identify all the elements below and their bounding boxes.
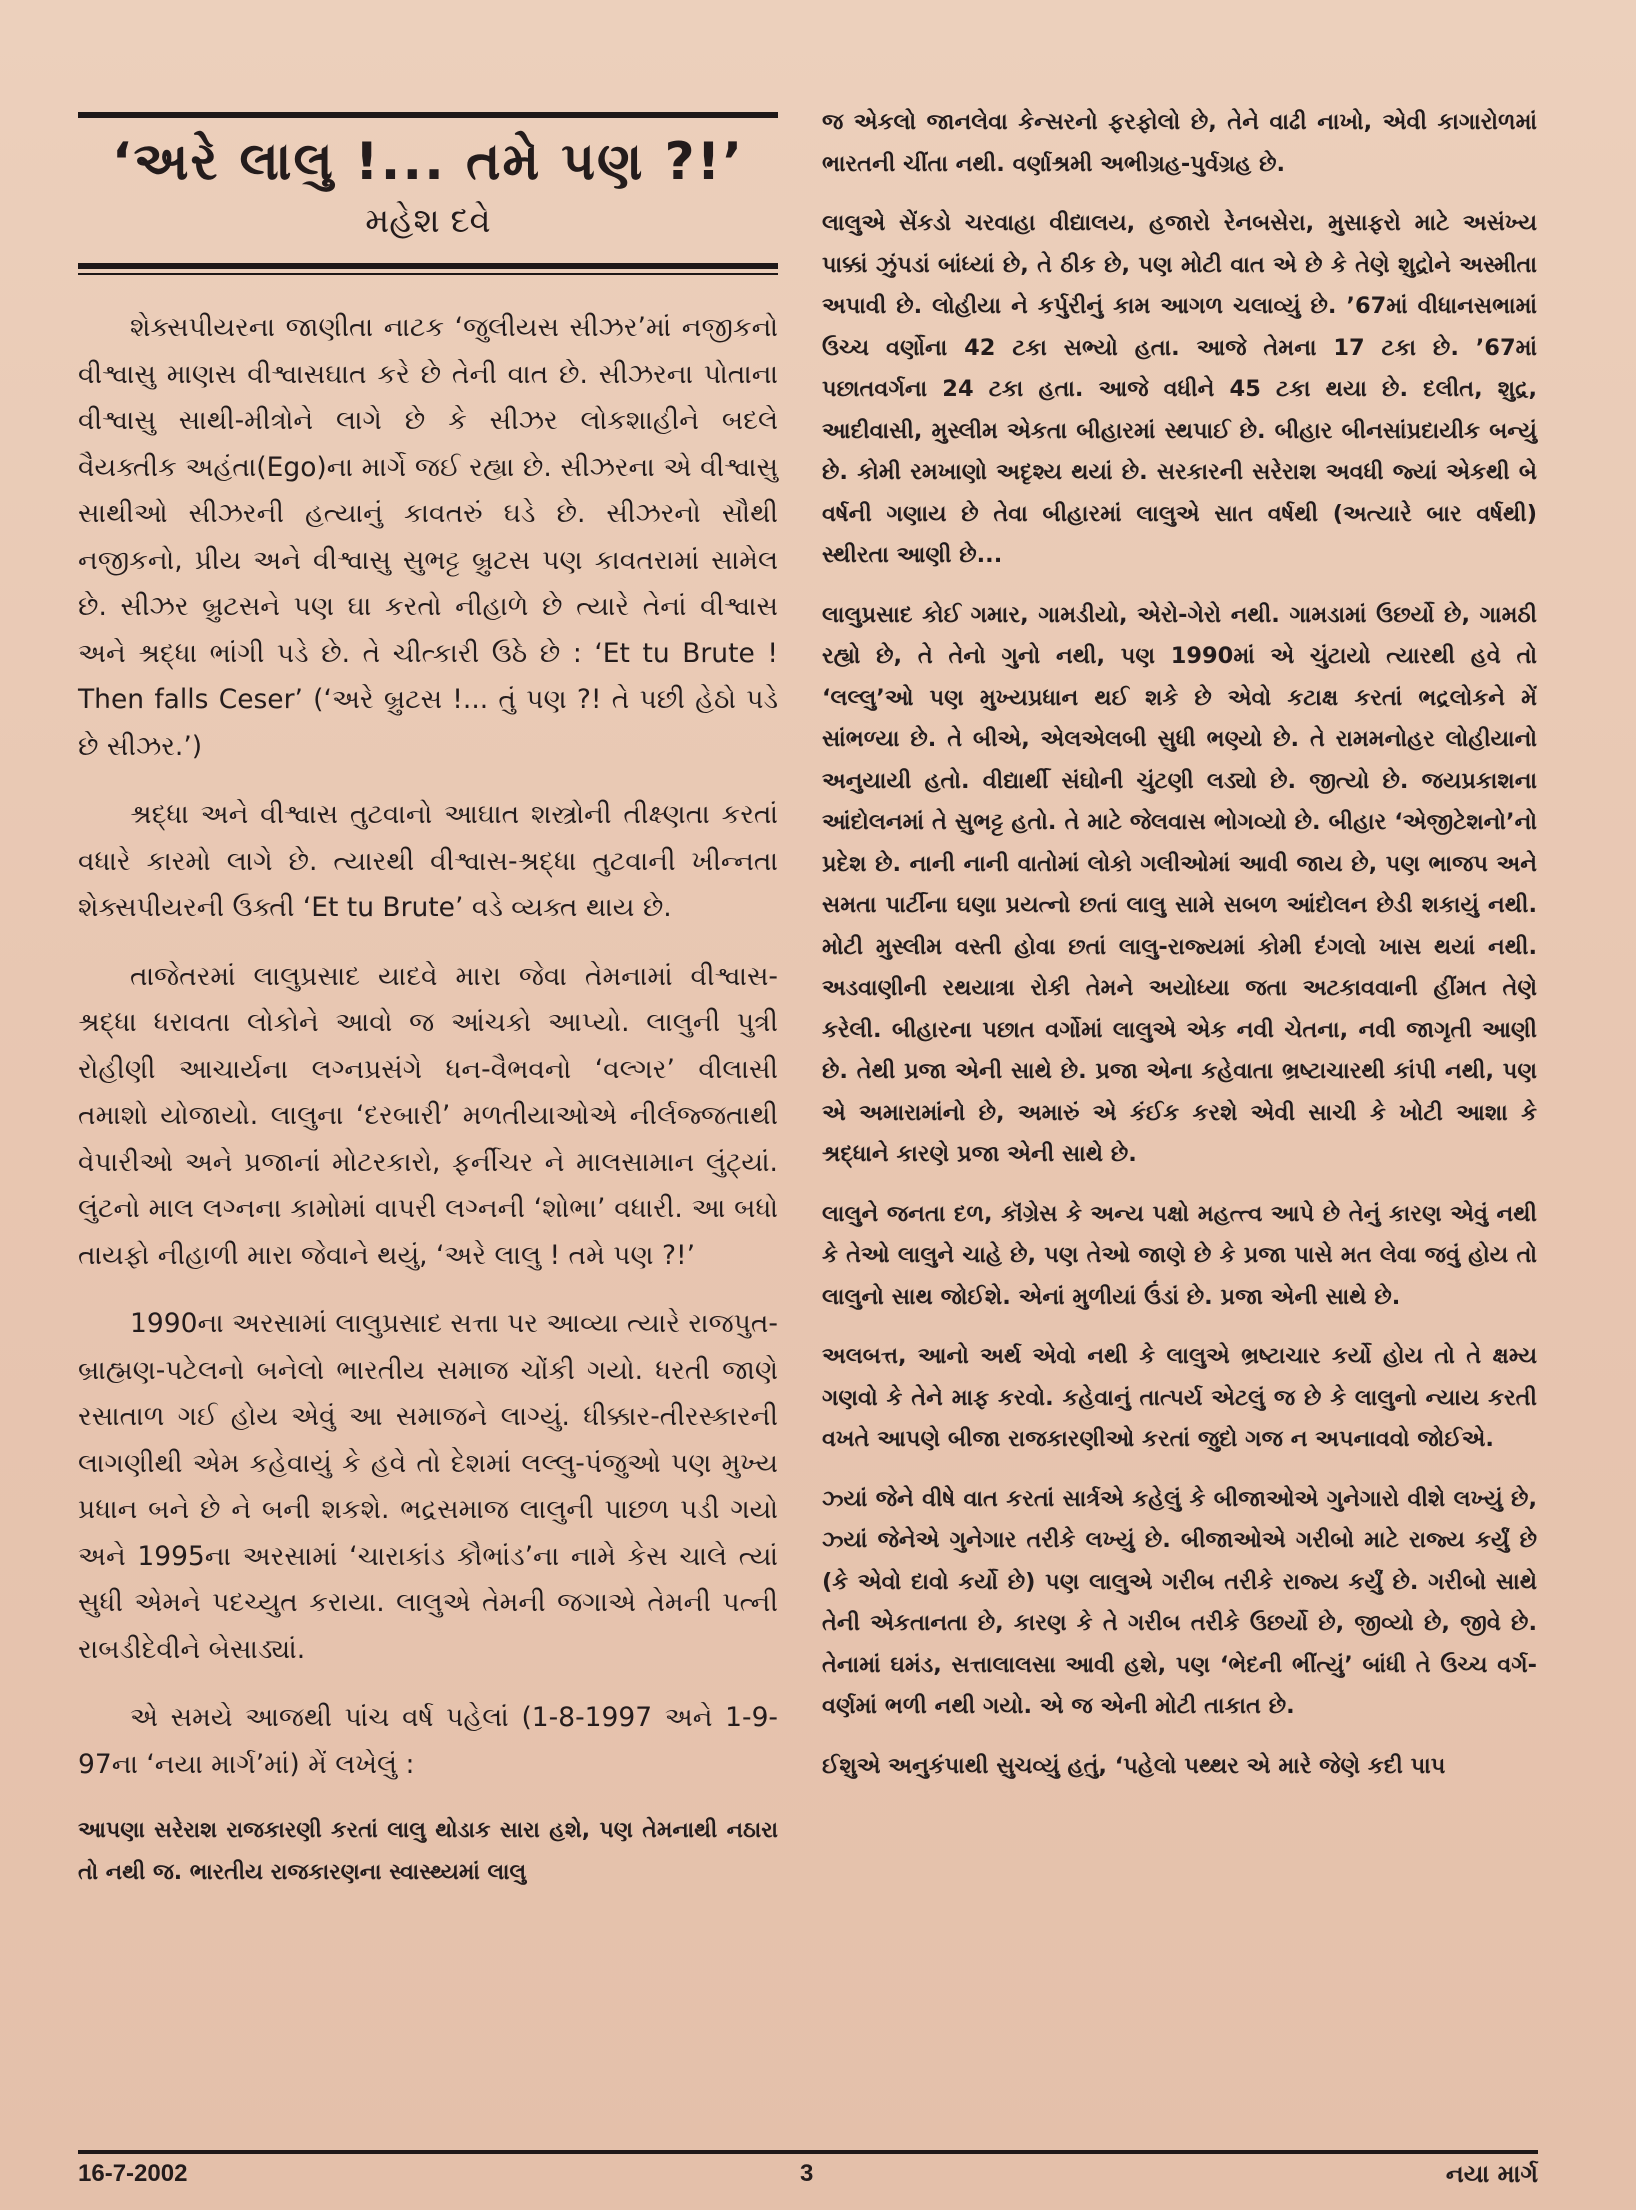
- title-bottom-rule-thin: [78, 273, 778, 275]
- page-number: 3: [800, 2160, 814, 2187]
- title-top-rule: [78, 112, 778, 118]
- left-paragraph: શ્રદ્ધા અને વીશ્વાસ તુટવાનો આઘાત શસ્ત્રોની તીક્ષ્ણતા કરતાં વધારે કારમો લાગે છે. ત્યારથી વીશ્વાસ-શ્રદ્ધા તુટવાની ખીન્નતા શેક્સપીયરની ઉક્તી ‘Et tu Brute’ વડે વ્યક્ત થાય છે.: [78, 799, 778, 924]
- right-paragraph: ઝ્યાં જેને વીષે વાત કરતાં સાર્ત્રએ કહેલું કે બીજાઓએ ગુનેગારો વીશે લખ્યું છે, ઝ્યાં જેનેએ ગુનેગાર તરીકે લખ્યું છે. બીજાઓએ ગરીબો માટે રાજ્ય કર્યું છે (કે એવો દાવો કર્યો છે) પણ લાલુએ ગરીબ તરીકે રાજ્ય કર્યું છે. ગરીબો સાથે તેની એકતાનતા છે, કારણ કે તે ગરીબ તરીકે ઉછર્યો છે, જીવ્યો છે, જીવે છે. તેનામાં ઘમંડ, સત્તાલાલસા આવી હશે, પણ ‘ભેદની ભીંત્યું’ બાંધી તે ઉચ્ચ વર્ગ-વર્ણમાં ભળી નથી ગયો. એ જ એની મોટી તાકાત છે.: [822, 1485, 1537, 1719]
- article-title: ‘અરે લાલુ !... તમે પણ ?!’: [111, 132, 745, 192]
- left-paragraph: 1990ના અરસામાં લાલુપ્રસાદ સત્તા પર આવ્યા ત્યારે રાજપુત-બ્રાહ્મણ-પટેલનો બનેલો ભારતીય સમાજ ચોંકી ગયો. ધરતી જાણે રસાતાળ ગઈ હોય એવું આ સમાજને લાગ્યું. ધીક્કાર-તીરસ્કારની લાગણીથી એમ કહેવાયું કે હવે તો દેશમાં લલ્લુ-પંજુઓ પણ મુખ્ય પ્રધાન બને છે ને બની શકશે. ભદ્રસમાજ લાલુની પાછળ પડી ગયો અને 1995ના અરસામાં ‘ચારાકાંડ કૌભાંડ’ના નામે કેસ ચાલે ત્યાં સુધી એમને પદચ્યુત કરાયા. લાલુએ તેમની જગાએ તેમની પત્ની રાબડીદેવીને બેસાડ્યાં.: [78, 1308, 778, 1665]
- quoted-excerpt: આપણા સરેરાશ રાજકારણી કરતાં લાલુ થોડાક સારા હશે, પણ તેમનાથી નઠારા તો નથી જ. ભારતીય રાજકારણના સ્વાસ્થ્યમાં લાલુ: [78, 1818, 778, 1886]
- left-paragraph: તાજેતરમાં લાલુપ્રસાદ યાદવે મારા જેવા તેમનામાં વીશ્વાસ-શ્રદ્ધા ધરાવતા લોકોને આવો જ આંચકો આપ્યો. લાલુની પુત્રી રોહીણી આચાર્યના લગ્નપ્રસંગે ધન-વૈભવનો ‘વલ્ગર’ વીલાસી તમાશો યોજાયો. લાલુના ‘દરબારી’ મળતીયાઓએ નીર્લજ્જતાથી વેપારીઓ અને પ્રજાનાં મોટરકારો, ફર્નીચર ને માલસામાન લુંટ્યાં. લુંટનો માલ લગ્નના કામોમાં વાપરી લગ્નની ‘શોભા’ વધારી. આ બધો તાયફો નીહાળી મારા જેવાને થયું, ‘અરે લાલુ ! તમે પણ ?!’: [78, 960, 778, 1271]
- right-paragraph: લાલુએ સેંકડો ચરવાહા વીદ્યાલય, હજારો રેનબસેરા, મુસાફરો માટે અસંખ્ય પાક્કાં ઝુંપડાં બાંધ્યાં છે, તે ઠીક છે, પણ મોટી વાત એ છે કે તેણે શુદ્રોને અસ્મીતા અપાવી છે. લોહીયા ને કર્પુરીનું કામ આગળ ચલાવ્યું છે. ’67માં વીધાનસભામાં ઉચ્ચ વર્ણોના 42 ટકા સભ્યો હતા. આજે તેમના 17 ટકા છે. ’67માં પછાતવર્ગના 24 ટકા હતા. આજે વધીને 45 ટકા થયા છે. દલીત, શુદ્ર, આદીવાસી, મુસ્લીમ એકતા બીહારમાં સ્થપાઈ છે. બીહાર બીનસાંપ્રદાયીક બન્યું છે. કોમી રમખાણો અદૃશ્ય થયાં છે. સરકારની સરેરાશ અવધી જ્યાં એકથી બે વર્ષની ગણાય છે તેવા બીહારમાં લાલુએ સાત વર્ષથી (અત્યારે બાર વર્ષથી) સ્થીરતા આણી છે...: [822, 210, 1537, 568]
- right-paragraph: લાલુને જનતા દળ, કૉંગ્રેસ કે અન્ય પક્ષો મહત્ત્વ આપે છે તેનું કારણ એવું નથી કે તેઓ લાલુને ચાહે છે, પણ તેઓ જાણે છે કે પ્રજા પાસે મત લેવા જવું હોય તો લાલુનો સાથ જોઈશે. એનાં મુળીયાં ઉંડાં છે. પ્રજા એની સાથે છે.: [822, 1200, 1537, 1310]
- left-paragraph: એ સમયે આજથી પાંચ વર્ષ પહેલાં (1-8-1997 અને 1-9-97ના ‘નયા માર્ગ’માં) મેં લખેલું :: [78, 1702, 778, 1780]
- right-column: [822, 109, 1537, 1805]
- right-paragraph: ઈશુએ અનુકંપાથી સુચવ્યું હતું, ‘પહેલો પથ્થર એ મારે જેણે કદી પાપ: [822, 1752, 1446, 1779]
- publication-name: નયા માર્ગ: [1445, 2160, 1538, 2188]
- title-bottom-rules: [78, 263, 778, 275]
- right-paragraph: અલબત્ત, આનો અર્થ એવો નથી કે લાલુએ ભ્રષ્ટાચાર કર્યો હોય તો તે ક્ષમ્ય ગણવો કે તેને માફ કરવો. કહેવાનું તાત્પર્ય એટલું જ છે કે લાલુનો ન્યાય કરતી વખતે આપણે બીજા રાજકારણીઓ કરતાં જુદો ગજ ન અપનાવવો જોઈએ.: [822, 1343, 1537, 1452]
- right-paragraph: જ એકલો જાનલેવા કેન્સરનો ફરફોલો છે, તેને વાઢી નાખો, એવી કાગારોળમાં ભારતની ચીંતા નથી. વર્ણાશ્રમી અભીગ્રહ-પુર્વગ્રહ છે.: [822, 109, 1537, 177]
- title-bottom-rule-thick: [78, 263, 778, 269]
- footer-date: 16-7-2002: [78, 2160, 188, 2187]
- left-column: [78, 112, 778, 1894]
- left-paragraph: શેક્સપીયરના જાણીતા નાટક ‘જુલીયસ સીઝર’માં નજીકનો વીશ્વાસુ માણસ વીશ્વાસઘાત કરે છે તેની વાત છે. સીઝરના પોતાના વીશ્વાસુ સાથી-મીત્રોને લાગે છે કે સીઝર લોકશાહીને બદલે વૈયક્તીક અહંતા(Ego)ના માર્ગે જઈ રહ્યા છે. સીઝરના એ વીશ્વાસુ સાથીઓ સીઝરની હત્યાનું કાવતરું ઘડે છે. સીઝરનો સૌથી નજીકનો, પ્રીય અને વીશ્વાસુ સુભટ્ટ બ્રુટસ પણ કાવતરામાં સામેલ છે. સીઝર બ્રુટસને પણ ઘા કરતો નીહાળે છે ત્યારે તેનાં વીશ્વાસ અને શ્રદ્ધા ભાંગી પડે છે. તે ચીત્કારી ઉઠે છે : ‘Et tu Brute ! Then falls Ceser’ (‘અરે બ્રુટસ !... તું પણ ?! તે પછી હેઠો પડે છે સીઝર.’): [78, 312, 778, 762]
- right-paragraph: લાલુપ્રસાદ કોઈ ગમાર, ગામડીયો, એરો-ગેરો નથી. ગામડામાં ઉછર્યો છે, ગામઠી રહ્યો છે, તે તેનો ગુનો નથી, પણ 1990માં એ ચુંટાયો ત્યારથી હવે તો ‘લલ્લુ’ઓ પણ મુખ્યપ્રધાન થઈ શકે છે એવો કટાક્ષ કરતાં ભદ્રલોકને મેં સાંભળ્યા છે. તે બીએ, એલએલબી સુધી ભણ્યો છે. તે રામમનોહર લોહીયાનો અનુયાયી હતો. વીદ્યાર્થી સંઘોની ચુંટણી લડ્યો છે. જીત્યો છે. જયપ્રકાશના આંદોલનમાં તે સુભટ્ટ હતો. તે માટે જેલવાસ ભોગવ્યો છે. બીહાર ‘એજીટેશનો’નો પ્રદેશ છે. નાની નાની વાતોમાં લોકો ગલીઓમાં આવી જાય છે, પણ ભાજપ અને સમતા પાર્ટીના ઘણા પ્રયત્નો છતાં લાલુ સામે સબળ આંદોલન છેડી શકાયું નથી. મોટી મુસ્લીમ વસ્તી હોવા છતાં લાલુ-રાજ્યમાં કોમી દંગલો ખાસ થયાં નથી. અડવાણીની રથયાત્રા રોકી તેમને અયોધ્યા જતા અટકાવવાની હીંમત તેણે કરેલી. બીહારના પછાત વર્ગોમાં લાલુએ એક નવી ચેતના, નવી જાગૃતી આણી છે. તેથી પ્રજા એની સાથે છે. પ્રજા એના કહેવાતા ભ્રષ્ટાચારથી કાંપી નથી, પણ એ અમારામાંનો છે, અમારું એ કંઈક કરશે એવી સાચી કે ખોટી આશા કે શ્રદ્ધાને કારણે પ્રજા એની સાથે છે.: [822, 601, 1537, 1167]
- footer-rule: [78, 2150, 1538, 2154]
- article-author: મહેશ દવે: [365, 201, 491, 242]
